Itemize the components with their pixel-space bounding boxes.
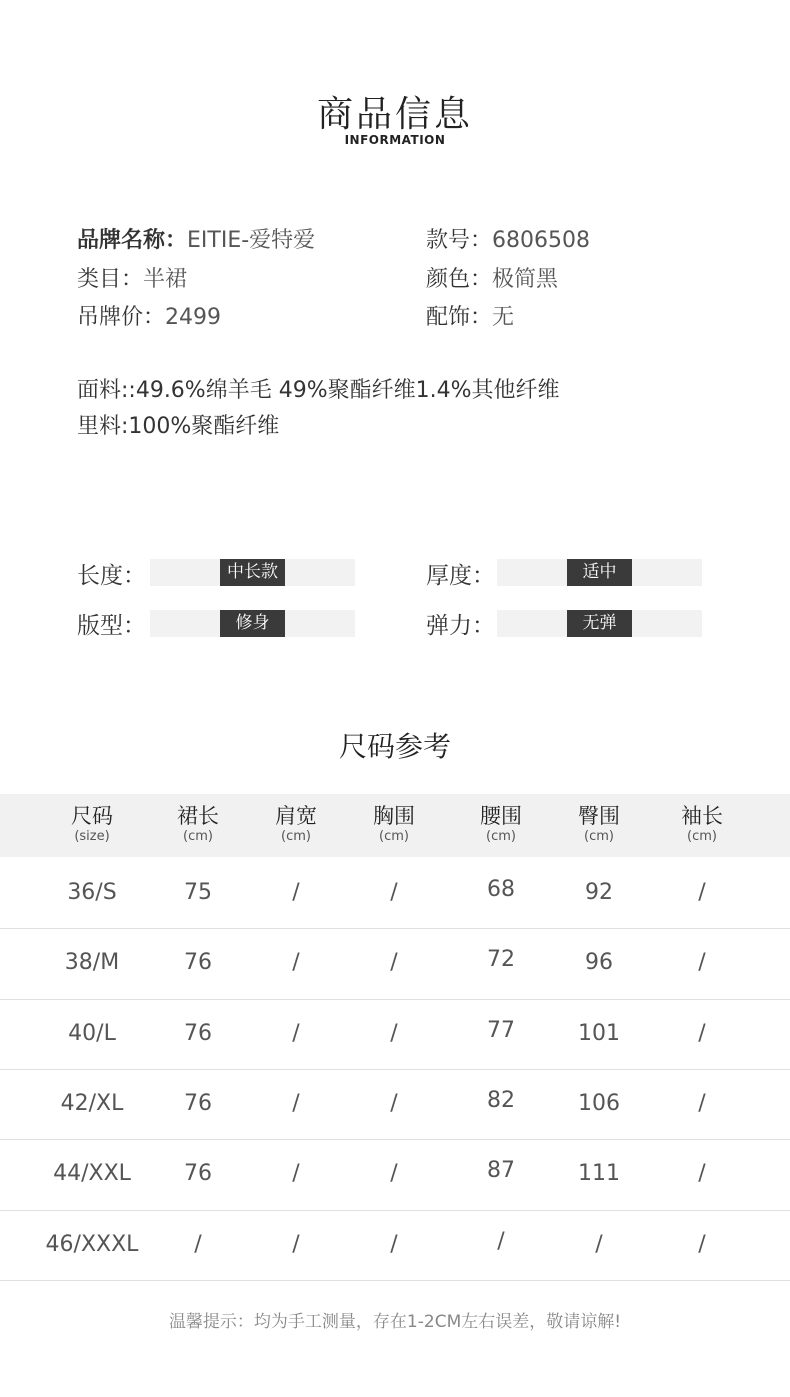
header-shoulder-label: 肩宽 (275, 804, 317, 828)
table-cell-sleeve: / (698, 950, 706, 976)
thickness-tag: 适中 (567, 559, 632, 586)
table-cell-length: 76 (184, 1090, 212, 1116)
table-cell-waist: 87 (487, 1158, 515, 1184)
header-length-unit: (cm) (183, 829, 213, 844)
table-cell-shoulder: / (292, 1020, 300, 1046)
table-cell-hip: 96 (585, 950, 613, 976)
header-hip-unit: (cm) (584, 829, 614, 844)
table-cell-bust: / (390, 950, 398, 976)
header-size-unit: (size) (74, 829, 110, 844)
table-cell-shoulder: / (292, 1161, 300, 1187)
table-cell-size: 44/XXL (53, 1161, 131, 1187)
table-cell-bust: / (390, 1090, 398, 1116)
accessory-label: 配饰： (426, 305, 493, 330)
table-cell-length: 75 (184, 880, 212, 905)
style-no-value: 6806508 (492, 228, 590, 253)
table-cell-bust: / (390, 1161, 398, 1187)
table-cell-sleeve: / (698, 1161, 706, 1187)
table-cell-hip: 106 (578, 1090, 620, 1116)
table-cell-waist: 82 (487, 1087, 515, 1113)
table-cell-shoulder: / (292, 880, 300, 905)
category-row (77, 262, 187, 293)
header-bust-unit: (cm) (379, 829, 409, 844)
table-cell-sleeve: / (698, 1090, 706, 1116)
table-cell-shoulder: / (292, 950, 300, 976)
page-title: 商品信息 (316, 94, 473, 135)
accessory-row (426, 300, 514, 331)
header-sleeve-unit: (cm) (687, 829, 717, 844)
header-shoulder (246, 803, 346, 845)
table-cell-sleeve: / (698, 1231, 706, 1257)
size-chart-title: 尺码参考 (338, 730, 451, 763)
brand-row (77, 223, 315, 254)
table-cell-shoulder: / (292, 1090, 300, 1116)
elasticity-label: 弹力： (426, 613, 495, 639)
header-sleeve (652, 803, 752, 845)
measurement-note: 温馨提示：均为手工测量，存在1-2CM左右误差，敬请谅解! (168, 1312, 622, 1332)
color-label: 颜色： (426, 267, 493, 292)
color-value: 极简黑 (492, 267, 559, 292)
table-cell-size: 46/XXXL (45, 1231, 139, 1257)
table-cell-size: 36/S (67, 880, 117, 905)
accessory-value: 无 (492, 305, 515, 330)
table-cell-bust: / (390, 1231, 398, 1257)
fabric-outer: 面料::49.6%绵羊毛 49%聚酯纤维1.4%其他纤维 (77, 378, 560, 403)
elasticity-tag: 无弹 (567, 610, 632, 637)
price-value: 2499 (165, 305, 222, 330)
table-cell-hip: / (595, 1231, 603, 1257)
fit-label: 版型： (77, 613, 146, 639)
table-cell-sleeve: / (698, 880, 706, 905)
price-label: 吊牌价： (77, 305, 166, 330)
category-value: 半裙 (143, 267, 188, 292)
header-bust-label: 胸围 (373, 804, 415, 828)
table-cell-length: 76 (184, 950, 212, 976)
price-row (77, 300, 221, 331)
table-cell-length: / (194, 1231, 202, 1257)
header-size-label: 尺码 (71, 804, 113, 828)
table-cell-hip: 111 (578, 1161, 620, 1187)
header-bust (344, 803, 444, 845)
table-cell-bust: / (390, 880, 398, 905)
style-no-row (426, 223, 590, 254)
header-hip-label: 臀围 (578, 804, 620, 828)
page-subtitle: INFORMATION (344, 133, 446, 147)
table-cell-length: 76 (184, 1161, 212, 1187)
thickness-label: 厚度： (426, 563, 495, 589)
brand-label: 品牌名称： (77, 228, 188, 253)
table-cell-bust: / (390, 1020, 398, 1046)
table-cell-size: 40/L (68, 1020, 116, 1046)
style-no-label: 款号： (426, 228, 493, 253)
table-cell-waist: 77 (487, 1017, 515, 1043)
header-length (148, 803, 248, 845)
header-length-label: 裙长 (177, 804, 219, 828)
header-waist-label: 腰围 (480, 804, 522, 828)
table-cell-length: 76 (184, 1020, 212, 1046)
header-shoulder-unit: (cm) (281, 829, 311, 844)
header-waist-unit: (cm) (486, 829, 516, 844)
table-cell-size: 42/XL (60, 1090, 124, 1116)
row-divider (0, 1280, 790, 1281)
category-label: 类目： (77, 267, 144, 292)
header-size (42, 803, 142, 845)
header-sleeve-label: 袖长 (681, 804, 723, 828)
table-cell-hip: 92 (585, 880, 613, 905)
header-waist (451, 803, 551, 845)
color-row (426, 262, 558, 293)
header-hip (549, 803, 649, 845)
table-cell-waist: 68 (487, 877, 515, 902)
brand-value: EITIE-爱特爱 (187, 228, 316, 253)
table-cell-size: 38/M (64, 950, 120, 976)
table-cell-waist: / (497, 1228, 505, 1254)
table-cell-sleeve: / (698, 1020, 706, 1046)
table-cell-hip: 101 (578, 1020, 620, 1046)
fabric-lining: 里料:100%聚酯纤维 (77, 414, 280, 439)
table-cell-shoulder: / (292, 1231, 300, 1257)
length-tag: 中长款 (220, 559, 285, 586)
length-label: 长度： (77, 563, 146, 589)
fit-tag: 修身 (220, 610, 285, 637)
table-cell-waist: 72 (487, 947, 515, 973)
